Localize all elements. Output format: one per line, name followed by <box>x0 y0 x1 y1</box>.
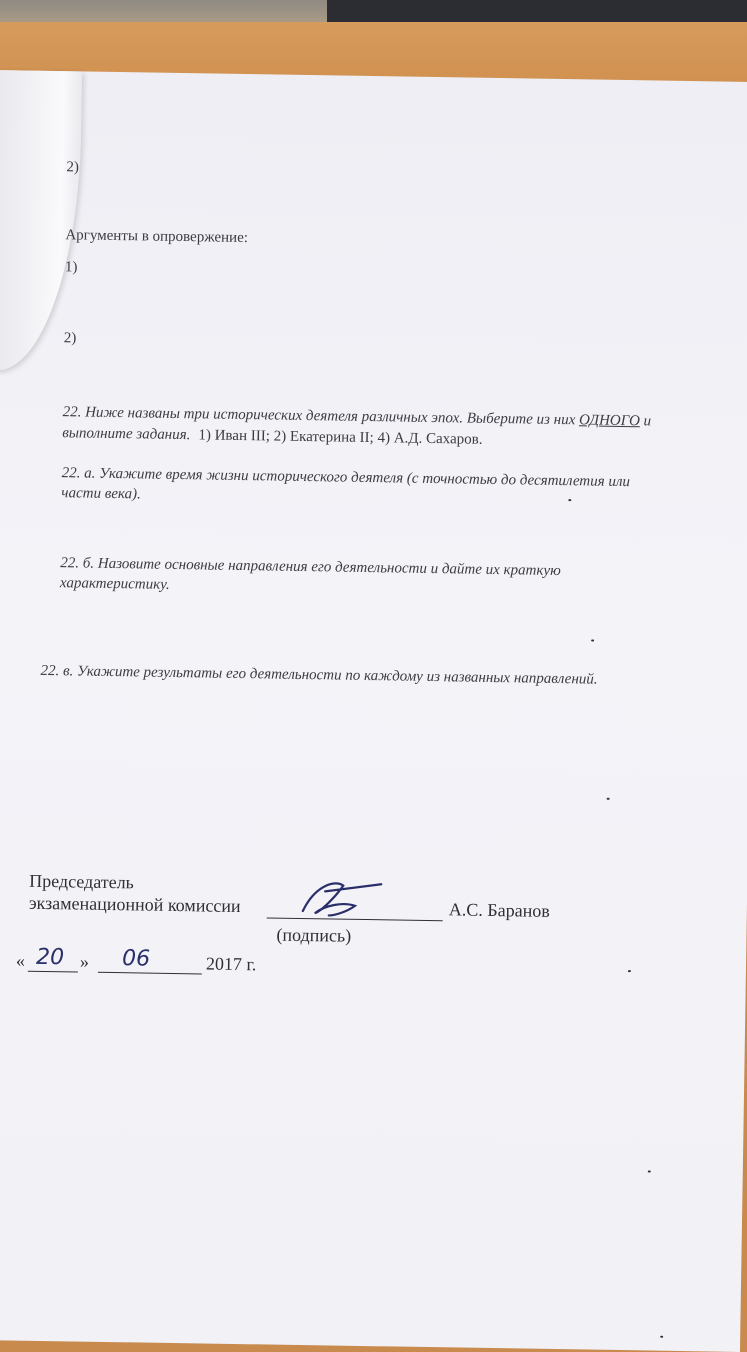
handwritten-signature <box>295 875 386 920</box>
signature-caption: (подпись) <box>276 924 352 946</box>
month-line <box>98 972 202 975</box>
previous-page-curl <box>0 70 82 371</box>
refute-heading: Аргументы в опровержение: <box>65 227 249 247</box>
date-year: 2017 г. <box>205 953 257 975</box>
item-2-top: 2) <box>66 159 80 176</box>
q22a-line1: 22. а. Укажите время жизни исторического деятеля (с точностью до десятилетия или <box>61 465 631 491</box>
chairman-title-line1: Председатель <box>29 870 135 893</box>
refute-item-2: 2) <box>63 330 77 347</box>
q22-intro-task: выполните задания. <box>62 425 191 444</box>
q22-one-underlined: ОДНОГО <box>578 412 641 430</box>
date-day-handwritten: 20 <box>35 944 65 971</box>
paper-speck <box>628 970 631 972</box>
q22c-line1: 22. в. Укажите результаты его деятельности по каждому из названных направлений. <box>40 662 598 688</box>
refute-item-1: 1) <box>64 259 78 276</box>
paper-speck <box>568 499 571 501</box>
q22-options: 1) Иван III; 2) Екатерина II; 4) А.Д. Сахаров. <box>198 427 483 448</box>
day-line <box>28 971 78 973</box>
q22-intro-text: 22. Ниже названы три исторических деятеля различных эпох. Выберите из них <box>62 404 580 429</box>
q22-intro-tail: и <box>639 413 652 430</box>
q22-intro-line2 <box>62 424 482 449</box>
q22b-line1: 22. б. Назовите основные направления его деятельности и дайте их краткую <box>60 555 561 580</box>
chairman-name: А.С. Баранов <box>448 899 550 921</box>
chairman-title-line2: экзаменационной комиссии <box>28 892 241 917</box>
date-quote-open: « <box>15 950 26 971</box>
paper-speck <box>591 640 594 642</box>
paper-speck <box>648 1170 651 1172</box>
paper-speck <box>607 798 610 800</box>
date-month-handwritten: 06 <box>121 946 151 972</box>
paper-speck <box>660 1336 663 1338</box>
q22a-line2: части века). <box>61 485 141 503</box>
q22b-line2: характеристику. <box>59 575 170 593</box>
date-quote-close: » <box>79 951 90 972</box>
exam-sheet <box>0 70 747 1352</box>
